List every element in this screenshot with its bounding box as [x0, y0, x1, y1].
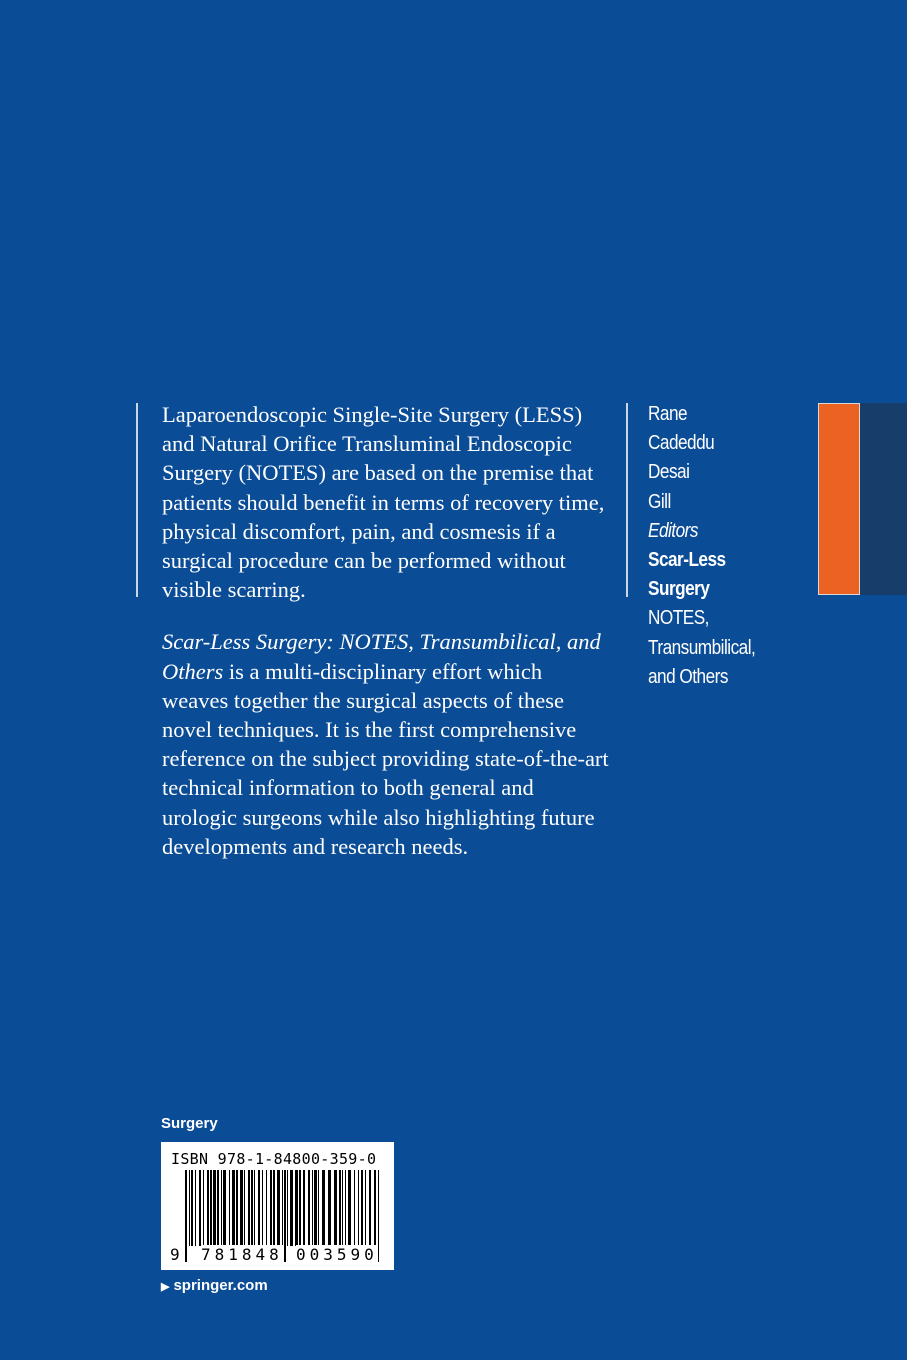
barcode-bar — [339, 1170, 341, 1246]
barcode-bar — [213, 1170, 216, 1246]
barcode-bar — [361, 1170, 363, 1246]
blurb-paragraph-1: Laparoendoscopic Single-Site Surgery (LESS) and Natural Orifice Transluminal Endoscopic Surgery (NOTES) are based on the premise that patients should benefit in terms of recovery time, physical discomfort, pain, and cosmesis if a surgical procedure can be performed without visible scarring. — [162, 402, 605, 603]
barcode-bar — [217, 1170, 219, 1246]
barcode-bar — [203, 1170, 204, 1246]
barcode-bar — [254, 1170, 255, 1246]
orange-color-block — [818, 403, 860, 595]
barcode-bar — [229, 1170, 230, 1246]
barcode-bar — [270, 1170, 272, 1246]
barcode-bar — [210, 1170, 212, 1246]
barcode-bar — [342, 1170, 343, 1246]
barcode-bar — [273, 1170, 275, 1246]
isbn-barcode — [161, 1142, 394, 1270]
barcode-bar — [348, 1170, 351, 1246]
editor-name: Desai — [648, 461, 690, 484]
book-title-line: Surgery — [648, 578, 710, 601]
website-link[interactable] — [161, 1277, 268, 1294]
barcode-bar — [303, 1170, 305, 1246]
barcode-bar — [365, 1170, 366, 1246]
subtitle-line: NOTES, — [648, 607, 709, 630]
barcode-bar — [189, 1170, 190, 1246]
barcode-bar — [290, 1170, 293, 1246]
barcode-digits-left: 781848 — [201, 1245, 283, 1264]
barcode-bar — [334, 1170, 337, 1246]
barcode-bar — [236, 1170, 238, 1246]
barcode-bar — [358, 1170, 359, 1246]
barcode-bar — [251, 1170, 253, 1246]
barcode-bar — [284, 1170, 286, 1262]
barcode-bar — [322, 1170, 325, 1246]
barcode-bar — [345, 1170, 346, 1246]
barcode-bar — [223, 1170, 226, 1246]
blurb — [162, 400, 612, 884]
barcode-bar — [248, 1170, 250, 1246]
barcode-bar — [199, 1170, 201, 1246]
barcode-bar — [221, 1170, 222, 1246]
isbn-text: ISBN 978-1-84800-359-0 — [171, 1150, 377, 1168]
subtitle-line: Transumbilical, — [648, 636, 756, 659]
barcode-bar — [232, 1170, 235, 1246]
subtitle-line: and Others — [648, 665, 728, 688]
barcode-bar — [244, 1170, 245, 1246]
barcode-bar — [318, 1170, 319, 1246]
arrow-right-icon: ▶ — [161, 1281, 170, 1293]
barcode-bar — [240, 1170, 243, 1246]
spine-info — [648, 400, 773, 692]
editor-name: Gill — [648, 490, 671, 513]
dark-color-block — [860, 403, 907, 595]
barcode-bar — [374, 1170, 376, 1246]
right-divider — [626, 403, 628, 597]
website-text: springer.com — [173, 1277, 268, 1294]
barcode-bar — [312, 1170, 313, 1246]
barcode-digit-first: 9 — [170, 1245, 180, 1264]
barcode-bar — [195, 1170, 196, 1246]
book-title-italic: Scar-Less Surgery: NOTES, Transumbilical, and Others — [162, 629, 601, 684]
blurb-paragraph-2-text: is a multi-disciplinary effort which weaves together the surgical aspects of these novel techniques. It is the first comprehensive reference on the subject providing state-of-the-art technical information to both general and urologic surgeons while also highlighting future developments and research needs. — [162, 658, 609, 859]
barcode-bar — [266, 1170, 267, 1246]
barcode-bar — [185, 1170, 187, 1262]
subject-category: Surgery — [161, 1115, 218, 1132]
barcode-bar — [314, 1170, 317, 1246]
barcode-bar — [262, 1170, 263, 1246]
left-divider — [136, 403, 138, 597]
book-title-line: Scar-Less — [648, 549, 726, 572]
barcode-bar — [295, 1170, 298, 1246]
barcode-bar — [378, 1170, 379, 1262]
barcode-bar — [354, 1170, 355, 1246]
barcode-bar — [207, 1170, 209, 1246]
editors-label: Editors — [648, 519, 698, 542]
editor-name: Cadeddu — [648, 432, 715, 455]
barcode-bar — [277, 1170, 280, 1246]
barcode-digits-right: 003590 — [296, 1245, 378, 1264]
barcode-bar — [191, 1170, 193, 1246]
barcode-bar — [369, 1170, 371, 1246]
barcode-bar — [287, 1170, 288, 1246]
barcode-bar — [258, 1170, 260, 1246]
editor-name: Rane — [648, 403, 688, 425]
barcode-bar — [299, 1170, 301, 1246]
barcode-bar — [328, 1170, 331, 1246]
barcode-bar — [308, 1170, 310, 1246]
blurb-paragraph-2 — [162, 627, 612, 861]
